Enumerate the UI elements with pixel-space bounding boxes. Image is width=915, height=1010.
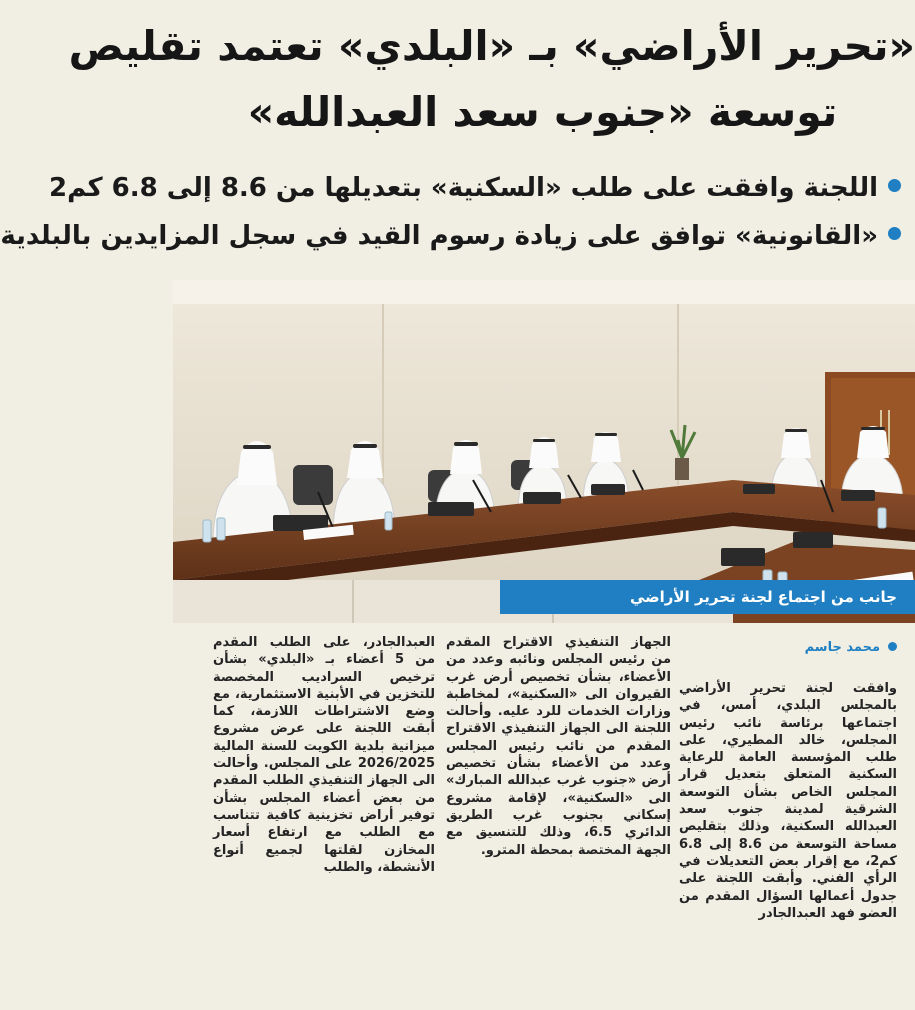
byline-author: محمد جاسم [804,640,880,655]
meeting-photo-illustration [173,280,915,623]
bullet-dot-icon [888,227,901,240]
headline-line-1: «تحرير الأراضي» بـ «البلدي» تعتمد تقليص [68,22,915,70]
article-paragraph: وافقت لجنة تحرير الأراضي بالمجلس البلدي، أمس، في اجتماعها برئاسة نائب رئيس المجلس، خالد المطيري، على طلب المؤسسة العامة للرعاية السكنية المتعلق بتعديل قرار المجلس الخاص بشأن التوسعة الشرقية لمدينة جنوب سعد العبدالله السكنية، وذلك بتقليص مساحة التوسعة من 8.6 إلى 6.8 كم2، مع إقرار بعض التعديلات في الرأي الفني. وأبقت اللجنة على جدول أعمالها السؤال المقدم من العضو فهد العبدالجادر [679,681,897,921]
article-column-left [213,634,435,1006]
bullet-dot-icon [888,642,897,651]
article-paragraph: العبدالجادر، على الطلب المقدم من 5 أعضاء بـ «البلدي» بشأن ترخيص السراديب المخصصة للتخزين في الأبنية الاستثمارية، مع وضع الاشتراطات اللازمة، كما أبقت اللجنة على عرض مشروع ميزانية بلدية الكويت للسنة المالية 2026/2025 على المجلس. وأحالت الى الجهاز التنفيذي الطلب المقدم من بعض أعضاء المجلس بشأن توفير أراض تخزينية كافية تتناسب مع الطلب مع ارتفاع أسعار المخازن لقلتها لجميع أنواع الأنشطة، والطلب [213,635,435,875]
headline [68,0,915,160]
article-paragraph: الجهاز التنفيذي الاقتراح المقدم من رئيس المجلس ونائبه وعدد من الأعضاء، بشأن تخصيص أرض غرب القيروان الى «السكنية»، لمخاطبة وزارات الخدمات للرد عليه. وأحالت اللجنة الى الجهاز التنفيذي الاقتراح المقدم من نائب رئيس المجلس وعدد من الأعضاء بشأن تخصيص أرض «جنوب غرب عبدالله المبارك» الى «السكنية»، لإقامة مشروع إسكاني بجنوب غرب الطريق الدائري 6.5، وذلك للتنسيق مع الجهة المختصة بمحطة المترو. [446,635,671,858]
meeting-photo [173,280,915,623]
subhead-2 [0,214,901,258]
article-column-right [679,638,897,1010]
bullet-dot-icon [888,179,901,192]
headline-line-2: توسعة «جنوب سعد العبدالله» [247,88,838,136]
byline [679,638,897,658]
article-body [170,628,915,1000]
subhead-1 [49,166,901,210]
article-column-middle [446,634,671,1006]
photo-caption: جانب من اجتماع لجنة تحرير الأراضي [500,580,915,614]
subhead-1-text: اللجنة وافقت على طلب «السكنية» بتعديلها من 8.6 إلى 6.8 كم2 [49,173,878,203]
subhead-2-text: «القانونية» توافق على زيادة رسوم القيد في سجل المزايدين بالبلدية [0,221,878,251]
